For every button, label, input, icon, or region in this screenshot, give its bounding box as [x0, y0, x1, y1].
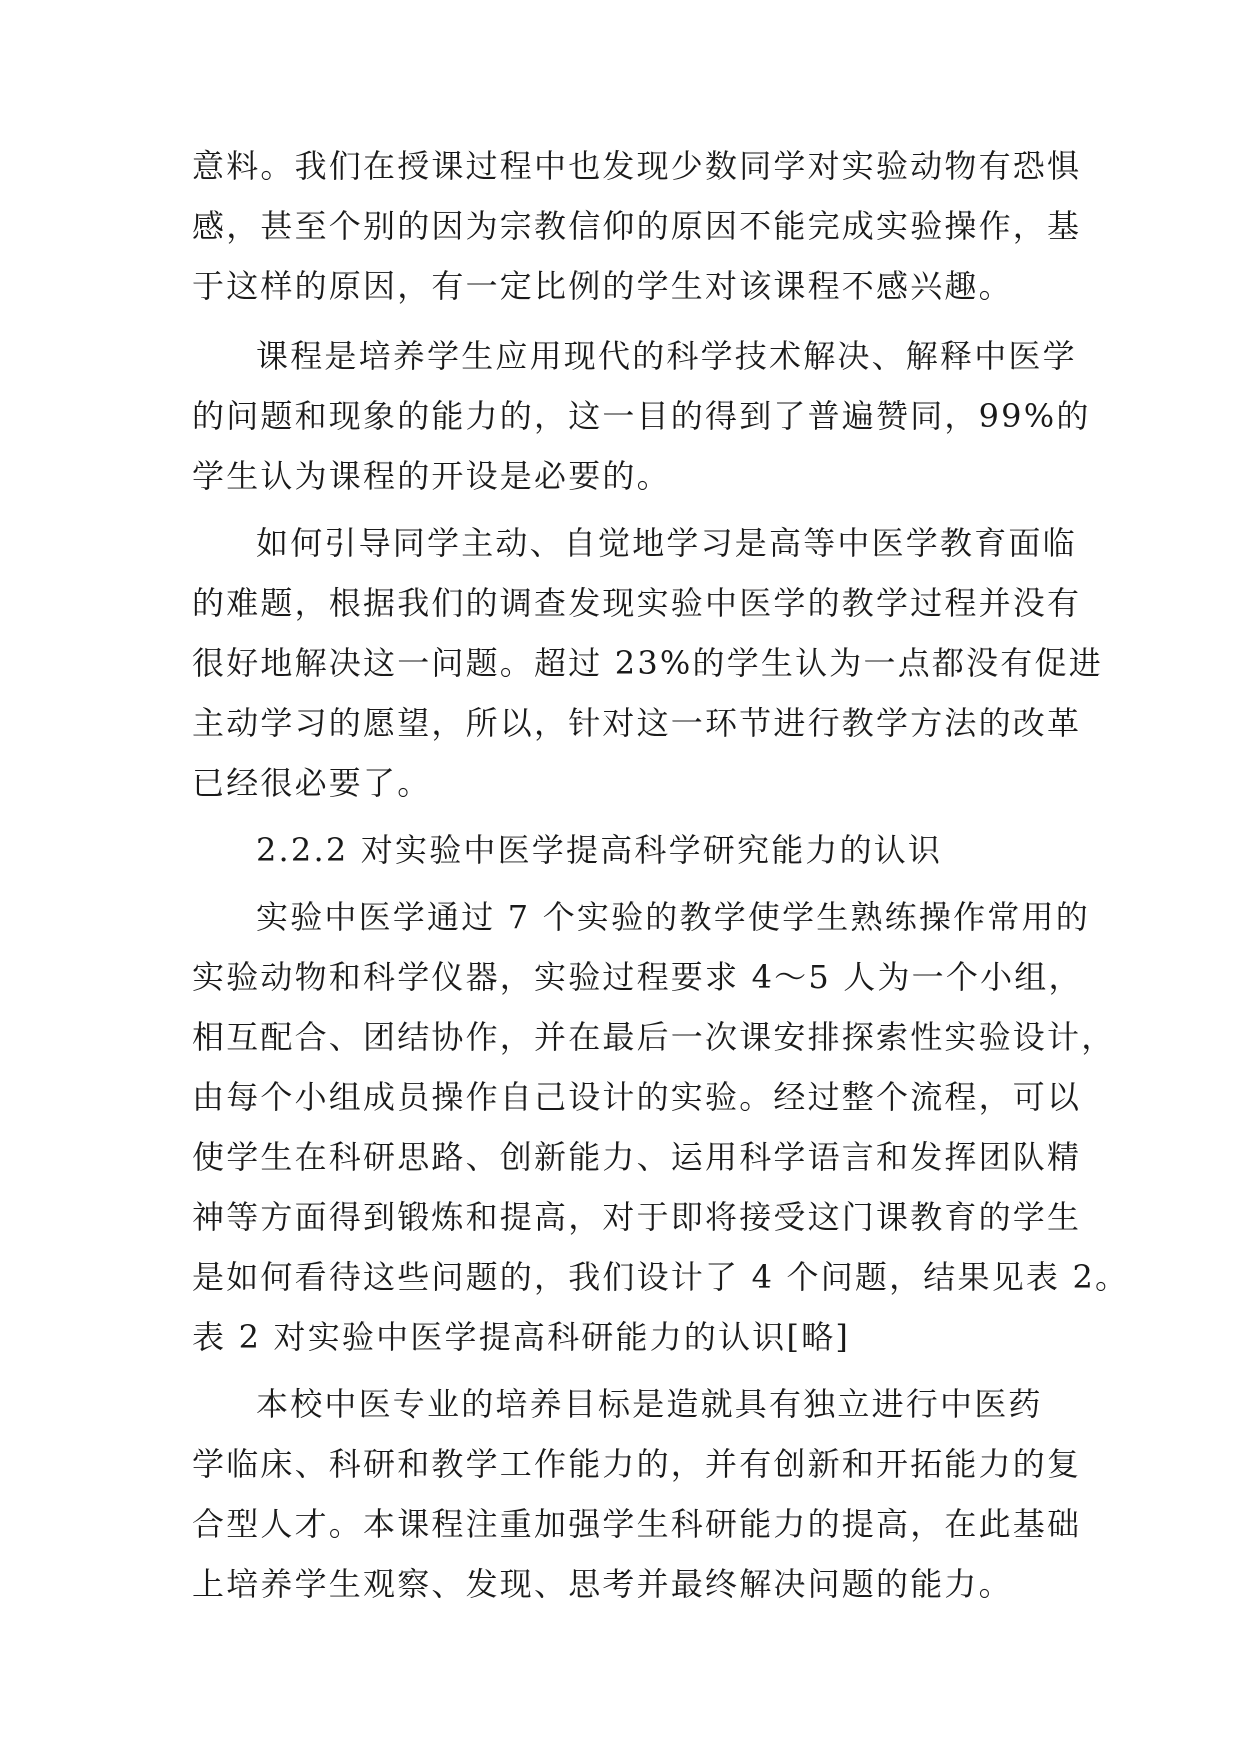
text-line: 的问题和现象的能力的，这一目的得到了普遍赞同，99%的 [192, 397, 1091, 435]
section-heading: 2.2.2 对实验中医学提高科学研究能力的认识 [256, 831, 943, 869]
text-line: 合型人才。本课程注重加强学生科研能力的提高，在此基础 [192, 1505, 1082, 1543]
paragraph-first-line: 如何引导同学主动、自觉地学习是高等中医学教育面临 [256, 524, 1077, 562]
text-line: 的难题，根据我们的调查发现实验中医学的教学过程并没有 [192, 584, 1082, 622]
text-line: 感，甚至个别的因为宗教信仰的原因不能完成实验操作，基 [192, 207, 1082, 245]
text-line: 实验动物和科学仪器，实验过程要求 4～5 人为一个小组， [192, 958, 1083, 996]
table-caption: 表 2 对实验中医学提高科研能力的认识[略] [192, 1318, 851, 1356]
text-line: 相互配合、团结协作，并在最后一次课安排探索性实验设计， [192, 1018, 1116, 1056]
text-line: 于这样的原因，有一定比例的学生对该课程不感兴趣。 [192, 267, 1013, 305]
paragraph-first-line: 实验中医学通过 7 个实验的教学使学生熟练操作常用的 [256, 898, 1090, 936]
paragraph-first-line: 课程是培养学生应用现代的科学技术解决、解释中医学 [256, 337, 1077, 375]
text-line: 神等方面得到锻炼和提高，对于即将接受这门课教育的学生 [192, 1198, 1082, 1236]
text-line: 使学生在科研思路、创新能力、运用科学语言和发挥团队精 [192, 1138, 1082, 1176]
text-line: 学生认为课程的开设是必要的。 [192, 457, 671, 495]
text-line: 很好地解决这一问题。超过 23%的学生认为一点都没有促进 [192, 644, 1103, 682]
text-line: 已经很必要了。 [192, 764, 432, 802]
text-line: 是如何看待这些问题的，我们设计了 4 个问题，结果见表 2。 [192, 1258, 1130, 1296]
text-line: 主动学习的愿望，所以，针对这一环节进行教学方法的改革 [192, 704, 1082, 742]
text-line: 意料。我们在授课过程中也发现少数同学对实验动物有恐惧 [192, 147, 1082, 185]
text-line: 上培养学生观察、发现、思考并最终解决问题的能力。 [192, 1565, 1013, 1603]
text-line: 学临床、科研和教学工作能力的，并有创新和开拓能力的复 [192, 1445, 1082, 1483]
paragraph-first-line: 本校中医专业的培养目标是造就具有独立进行中医药 [256, 1385, 1043, 1423]
text-line: 由每个小组成员操作自己设计的实验。经过整个流程，可以 [192, 1078, 1082, 1116]
